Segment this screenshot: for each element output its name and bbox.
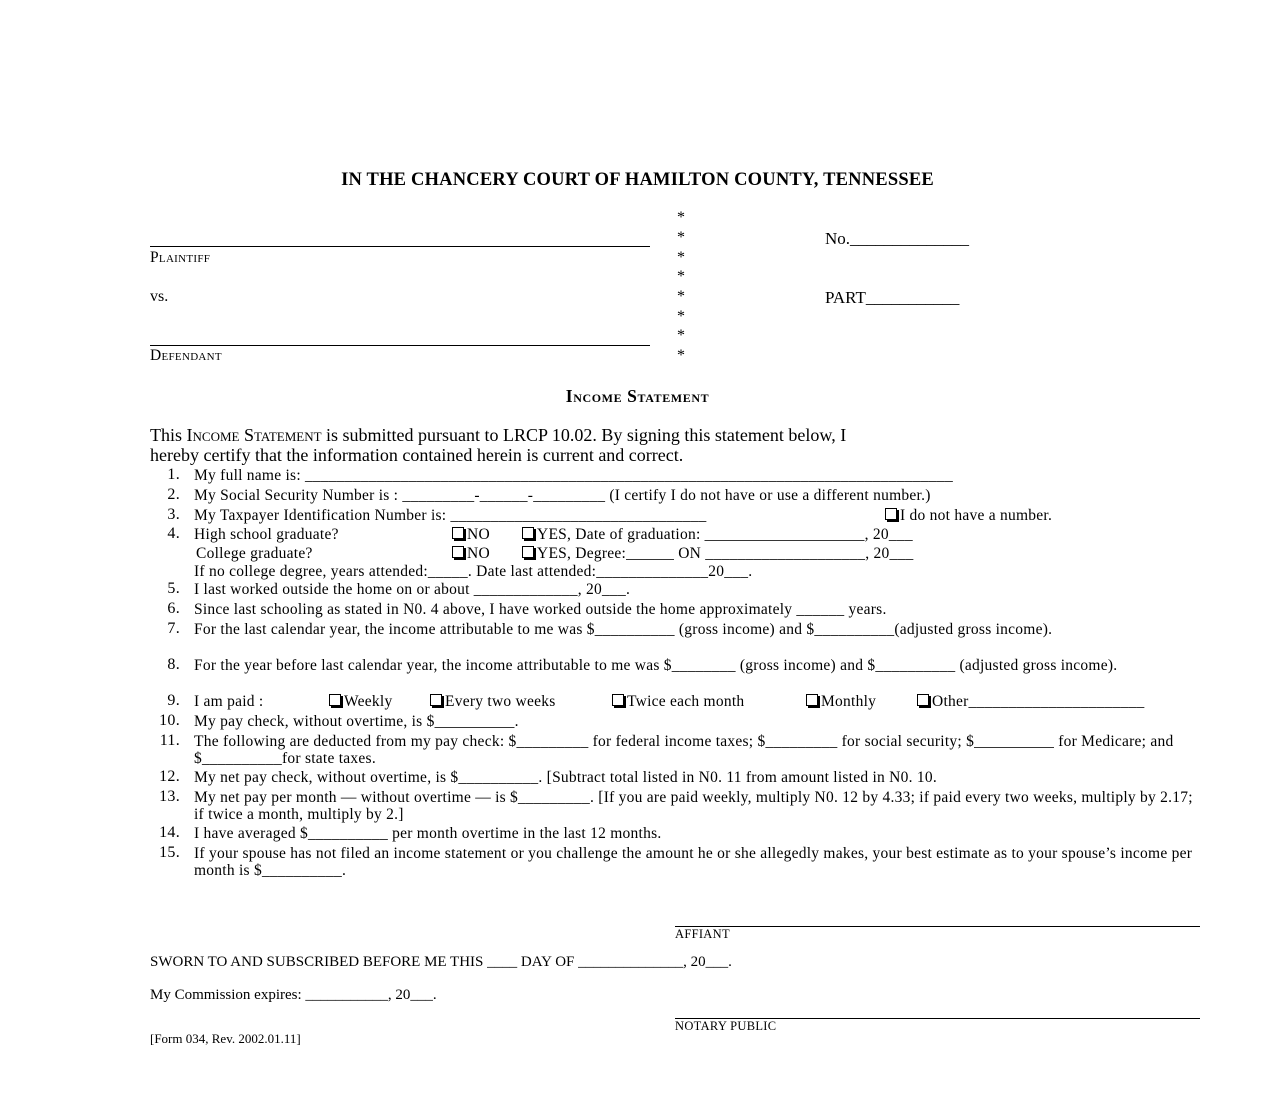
last-year-income-field[interactable]: For the last calendar year, the income attributable to me was $__________ (gross income) and $__________(adjusted gross income).: [194, 621, 1053, 638]
intro-text-start: This: [150, 425, 187, 445]
plaintiff-label: Plaintiff: [150, 249, 211, 266]
no-tin-checkbox[interactable]: [885, 507, 1052, 524]
graduation-date-field[interactable]: YES, Date of graduation: ____________________, 20___: [537, 526, 913, 543]
checkbox-icon[interactable]: [917, 694, 929, 706]
years-worked-field[interactable]: Since last schooling as stated in N0. 4 above, I have worked outside the home approximately ______ years.: [194, 601, 887, 618]
caption-star: *: [677, 268, 685, 285]
item-number: 3.: [167, 506, 180, 523]
commission-expires[interactable]: My Commission expires: ___________, 20___.: [150, 987, 437, 1003]
pay-monthly-checkbox[interactable]: [806, 693, 876, 710]
ssn-field[interactable]: My Social Security Number is : _________-______-_________ (I certify I do not have or use a different number.): [194, 487, 931, 504]
checkbox-icon[interactable]: [612, 694, 624, 706]
item-number: 14.: [159, 824, 180, 841]
paycheck-field[interactable]: My pay check, without overtime, is $__________.: [194, 713, 519, 730]
college-yes-checkbox[interactable]: [522, 545, 913, 562]
item-number: 2.: [167, 486, 180, 503]
pay-twice-month-checkbox[interactable]: [612, 693, 744, 710]
pay-option-label: Weekly: [344, 693, 393, 710]
high-school-yes-checkbox[interactable]: [522, 526, 913, 543]
checkbox-icon[interactable]: [430, 694, 442, 706]
court-heading: IN THE CHANCERY COURT OF HAMILTON COUNTY, TENNESSEE: [341, 170, 934, 190]
pay-option-label: Twice each month: [627, 693, 745, 710]
intro-line-2: hereby certify that the information contained herein is current and correct.: [150, 445, 684, 465]
item-number: 13.: [159, 788, 180, 805]
net-paycheck-field[interactable]: My net pay check, without overtime, is $__________. [Subtract total listed in N0. 11 from amount listed in N0. 10.: [194, 769, 937, 786]
item-number: 6.: [167, 600, 180, 617]
checkbox-icon[interactable]: [806, 694, 818, 706]
pay-option-label[interactable]: Other______________________: [932, 693, 1145, 710]
defendant-line[interactable]: [150, 345, 650, 346]
vs-label: vs.: [150, 288, 169, 305]
no-label: NO: [467, 526, 490, 543]
no-label: NO: [467, 545, 490, 562]
item-number: 7.: [167, 620, 180, 637]
caption-star: *: [677, 249, 685, 266]
sworn-statement[interactable]: SWORN TO AND SUBSCRIBED BEFORE ME THIS ____ DAY OF ______________, 20___.: [150, 954, 732, 970]
form-number: [Form 034, Rev. 2002.01.11]: [150, 1031, 301, 1046]
item-number: 12.: [159, 768, 180, 785]
high-school-no-checkbox[interactable]: [452, 526, 490, 543]
college-no-checkbox[interactable]: [452, 545, 490, 562]
notary-label: NOTARY PUBLIC: [675, 1019, 777, 1033]
caption-star: *: [677, 347, 685, 364]
affiant-label: AFFIANT: [675, 927, 730, 941]
prior-year-income-field[interactable]: For the year before last calendar year, the income attributable to me was $________ (gross income) and $__________ (adjusted gross income).: [194, 657, 1118, 674]
no-tin-label: I do not have a number.: [900, 507, 1053, 524]
intro-paragraph: [150, 425, 1200, 465]
pay-option-label: Every two weeks: [445, 693, 556, 710]
deductions-field[interactable]: The following are deducted from my pay check: $_________ for federal income taxes; $_________ for social security; $__________ for Medicare; and $__________for state taxes.: [194, 733, 1174, 767]
affiant-signature-line[interactable]: [675, 926, 1200, 927]
paid-label: I am paid :: [194, 693, 264, 710]
tin-field[interactable]: My Taxpayer Identification Number is: ________________________________: [194, 507, 707, 524]
case-number-field[interactable]: No.______________: [825, 229, 970, 248]
item-number: 10.: [159, 712, 180, 729]
checkbox-icon[interactable]: [329, 694, 341, 706]
net-monthly-pay-field[interactable]: My net pay per month — without overtime — is $_________. [If you are paid weekly, multiply N0. 12 by 4.33; if paid every two weeks, multiply by 2.17; if twice a month, multiply by 2.]: [194, 789, 1193, 823]
pay-option-label: Monthly: [821, 693, 877, 710]
pay-other-checkbox[interactable]: [917, 693, 1145, 710]
defendant-label: Defendant: [150, 347, 222, 364]
caption-star: *: [677, 288, 685, 305]
item-number: 1.: [167, 466, 180, 483]
item-number: 9.: [167, 692, 180, 709]
checkbox-icon[interactable]: [522, 527, 534, 539]
document-title: Income Statement: [565, 386, 710, 406]
college-years-field[interactable]: If no college degree, years attended:_____. Date last attended:______________20___.: [194, 563, 753, 580]
caption-star: *: [677, 327, 685, 344]
college-label: College graduate?: [196, 545, 313, 562]
caption-star: *: [677, 308, 685, 325]
item-number: 11.: [159, 732, 180, 749]
item-number: 4.: [167, 525, 180, 542]
item-number: 8.: [167, 656, 180, 673]
checkbox-icon[interactable]: [885, 508, 897, 520]
last-worked-field[interactable]: I last worked outside the home on or about _____________, 20___.: [194, 581, 631, 598]
overtime-field[interactable]: I have averaged $__________ per month overtime in the last 12 months.: [194, 825, 662, 842]
item-number: 15.: [159, 844, 180, 861]
pay-weekly-checkbox[interactable]: [329, 693, 392, 710]
pay-biweekly-checkbox[interactable]: [430, 693, 556, 710]
caption-star: *: [677, 209, 685, 226]
item-number: 5.: [167, 580, 180, 597]
full-name-field[interactable]: My full name is: _________________________________________________________________________________: [194, 467, 954, 484]
intro-text-end: is submitted pursuant to LRCP 10.02. By signing this statement below, I: [321, 425, 847, 445]
spouse-income-field[interactable]: If your spouse has not filed an income statement or you challenge the amount he or she allegedly makes, your best estimate as to your spouse’s income per month is $__________.: [194, 845, 1193, 879]
high-school-label: High school graduate?: [194, 526, 339, 543]
checkbox-icon[interactable]: [522, 546, 534, 558]
degree-field[interactable]: YES, Degree:______ ON ____________________, 20___: [537, 545, 914, 562]
intro-income-statement: Income Statement: [186, 425, 322, 445]
checkbox-icon[interactable]: [452, 546, 464, 558]
caption-star: *: [677, 229, 685, 246]
part-field[interactable]: PART___________: [825, 288, 960, 307]
checkbox-icon[interactable]: [452, 527, 464, 539]
plaintiff-line[interactable]: [150, 246, 650, 247]
